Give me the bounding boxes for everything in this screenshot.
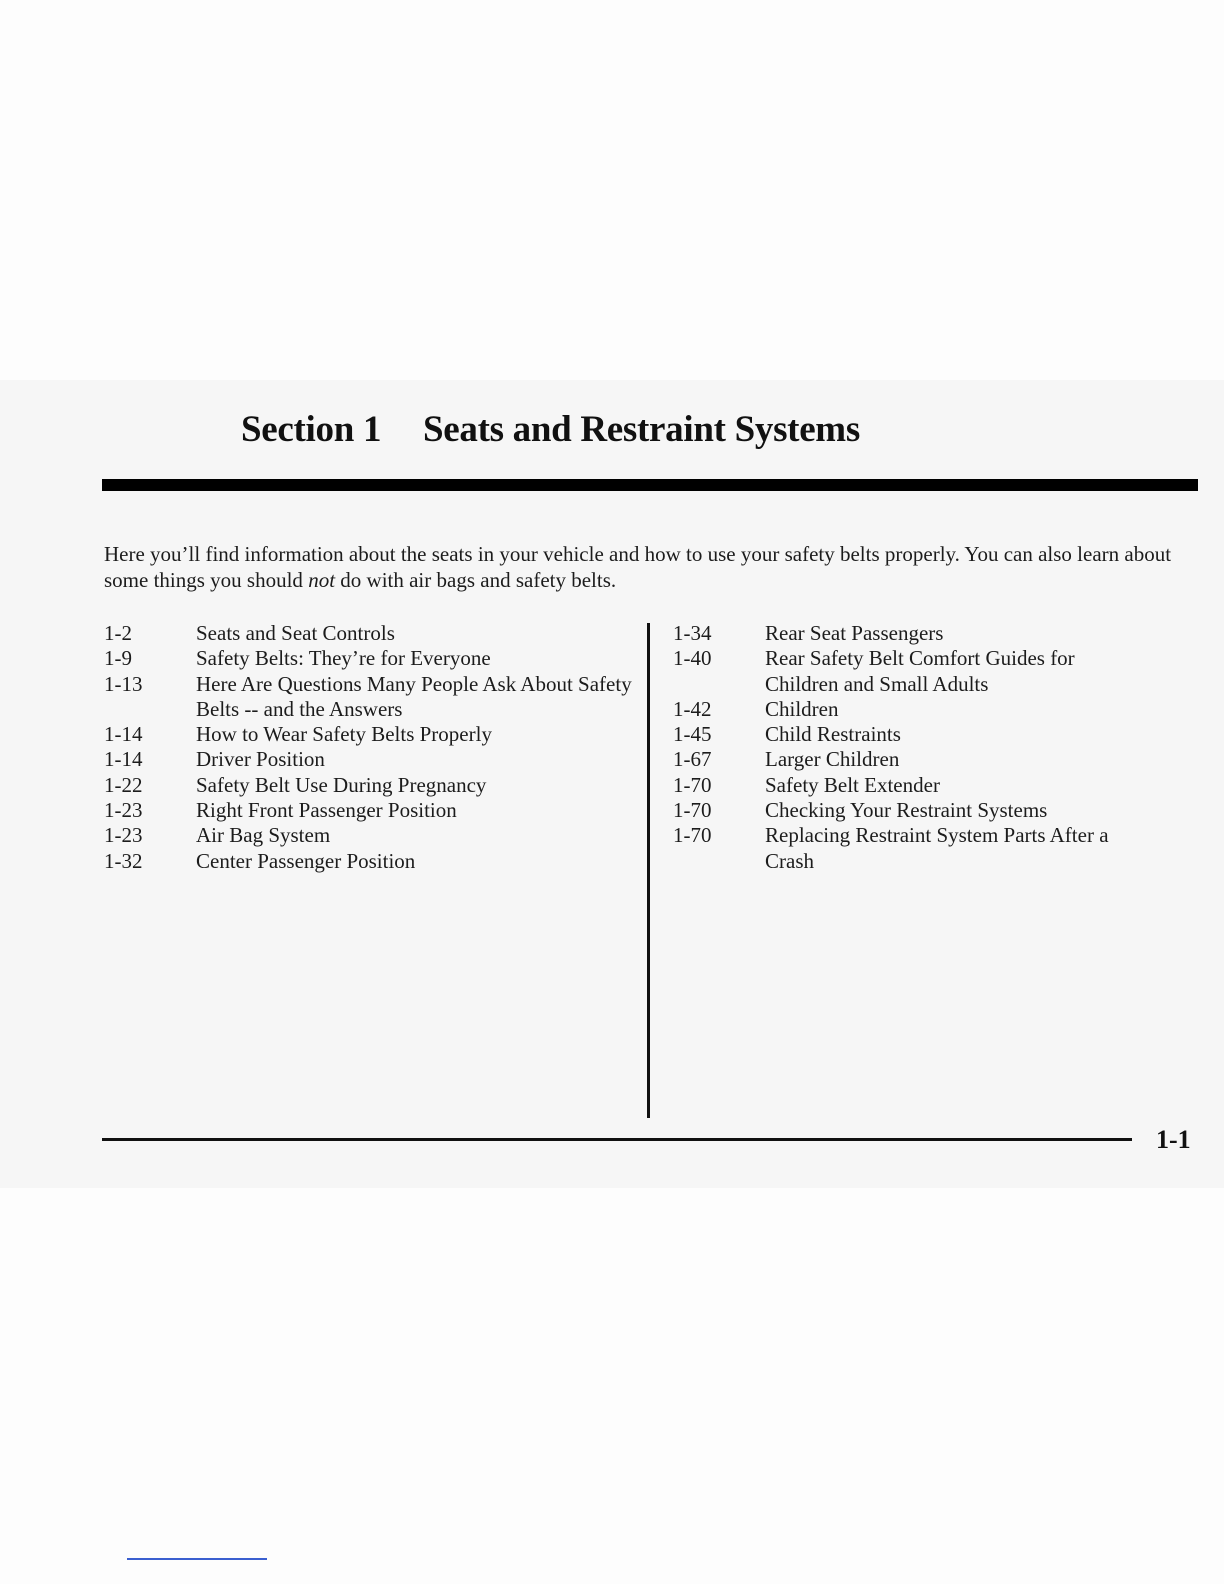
toc-entry[interactable] bbox=[673, 823, 1153, 874]
toc-page-number: 1-32 bbox=[104, 848, 143, 873]
toc-entry[interactable] bbox=[673, 722, 1153, 747]
toc-entry-title: Larger Children bbox=[765, 747, 900, 772]
toc-entry[interactable] bbox=[673, 747, 1153, 772]
toc-entry-title: Checking Your Restraint Systems bbox=[765, 798, 1048, 823]
section-title: Seats and Restraint Systems bbox=[423, 409, 860, 450]
toc-entry[interactable] bbox=[104, 621, 634, 646]
toc-entry-title: Rear Seat Passengers bbox=[765, 621, 944, 645]
toc-entry-title: Safety Belt Extender bbox=[765, 772, 940, 797]
toc-page-number: 1-2 bbox=[104, 621, 132, 645]
toc-page-number: 1-70 bbox=[673, 772, 712, 797]
toc-entry-title: Safety Belt Use During Pregnancy bbox=[196, 772, 487, 797]
toc-page-number: 1-22 bbox=[104, 772, 143, 797]
toc-entry-title: Driver Position bbox=[196, 747, 325, 772]
toc-page-number: 1-67 bbox=[673, 747, 712, 772]
toc-entry[interactable] bbox=[104, 798, 634, 823]
toc-entry[interactable] bbox=[104, 672, 634, 723]
toc-entry[interactable] bbox=[104, 747, 634, 772]
toc-page-number: 1-70 bbox=[673, 823, 712, 848]
section-heading bbox=[241, 408, 860, 451]
toc-page-number: 1-14 bbox=[104, 722, 143, 747]
intro-emphasis: not bbox=[308, 568, 336, 592]
toc-entry-title: Rear Safety Belt Comfort Guides for Children and Small Adults bbox=[765, 646, 1075, 696]
toc-entry[interactable] bbox=[104, 646, 634, 671]
title-rule bbox=[102, 479, 1198, 491]
toc-entry-title: Safety Belts: They’re for Everyone bbox=[196, 646, 491, 671]
toc-entry[interactable] bbox=[673, 621, 1153, 646]
toc-page-number: 1-42 bbox=[673, 696, 712, 721]
toc-entry-title: Replacing Restraint System Parts After a Crash bbox=[765, 823, 1109, 873]
toc-page-number: 1-14 bbox=[104, 747, 143, 772]
toc-left-column bbox=[104, 621, 634, 874]
intro-text-2: do with air bags and safety belts. bbox=[335, 568, 617, 592]
toc-entry[interactable] bbox=[673, 798, 1153, 823]
toc-entry[interactable] bbox=[673, 646, 1153, 697]
footer-rule bbox=[102, 1138, 1132, 1141]
toc-entry[interactable] bbox=[104, 849, 634, 874]
toc-entry-title: Seats and Seat Controls bbox=[196, 621, 395, 645]
toc-entry[interactable] bbox=[104, 722, 634, 747]
toc-entry[interactable] bbox=[104, 823, 634, 848]
toc-entry[interactable] bbox=[673, 773, 1153, 798]
toc-page-number: 1-23 bbox=[104, 798, 143, 823]
toc-page-number: 1-40 bbox=[673, 646, 712, 671]
toc-entry[interactable] bbox=[104, 773, 634, 798]
toc-right-column bbox=[673, 621, 1153, 874]
toc-page-number: 1-34 bbox=[673, 621, 712, 645]
toc-entry-title: Right Front Passenger Position bbox=[196, 798, 457, 823]
toc-page-number: 1-13 bbox=[104, 671, 143, 696]
toc-page-number: 1-9 bbox=[104, 646, 132, 671]
toc-page-number: 1-45 bbox=[673, 722, 712, 747]
toc-entry[interactable] bbox=[673, 697, 1153, 722]
toc-entry-title: Child Restraints bbox=[765, 722, 901, 747]
link-underline bbox=[127, 1558, 267, 1560]
toc-entry-title: Children bbox=[765, 696, 839, 721]
toc-entry-title: Here Are Questions Many People Ask About Safety Belts -- and the Answers bbox=[196, 671, 632, 721]
intro-text-1: Here you’ll find information about the seats in your vehicle and how to use your safety belts properly. You can also learn about some things you should bbox=[104, 542, 1172, 592]
section-label: Section 1 bbox=[241, 409, 382, 450]
toc-entry-title: Air Bag System bbox=[196, 823, 331, 848]
toc-entry-title: Center Passenger Position bbox=[196, 848, 416, 873]
toc-page-number: 1-23 bbox=[104, 823, 143, 848]
intro-paragraph bbox=[104, 541, 1194, 593]
column-divider bbox=[647, 623, 650, 1118]
toc-page-number: 1-70 bbox=[673, 798, 712, 823]
page-number: 1-1 bbox=[1156, 1125, 1191, 1154]
toc-entry-title: How to Wear Safety Belts Properly bbox=[196, 722, 492, 747]
